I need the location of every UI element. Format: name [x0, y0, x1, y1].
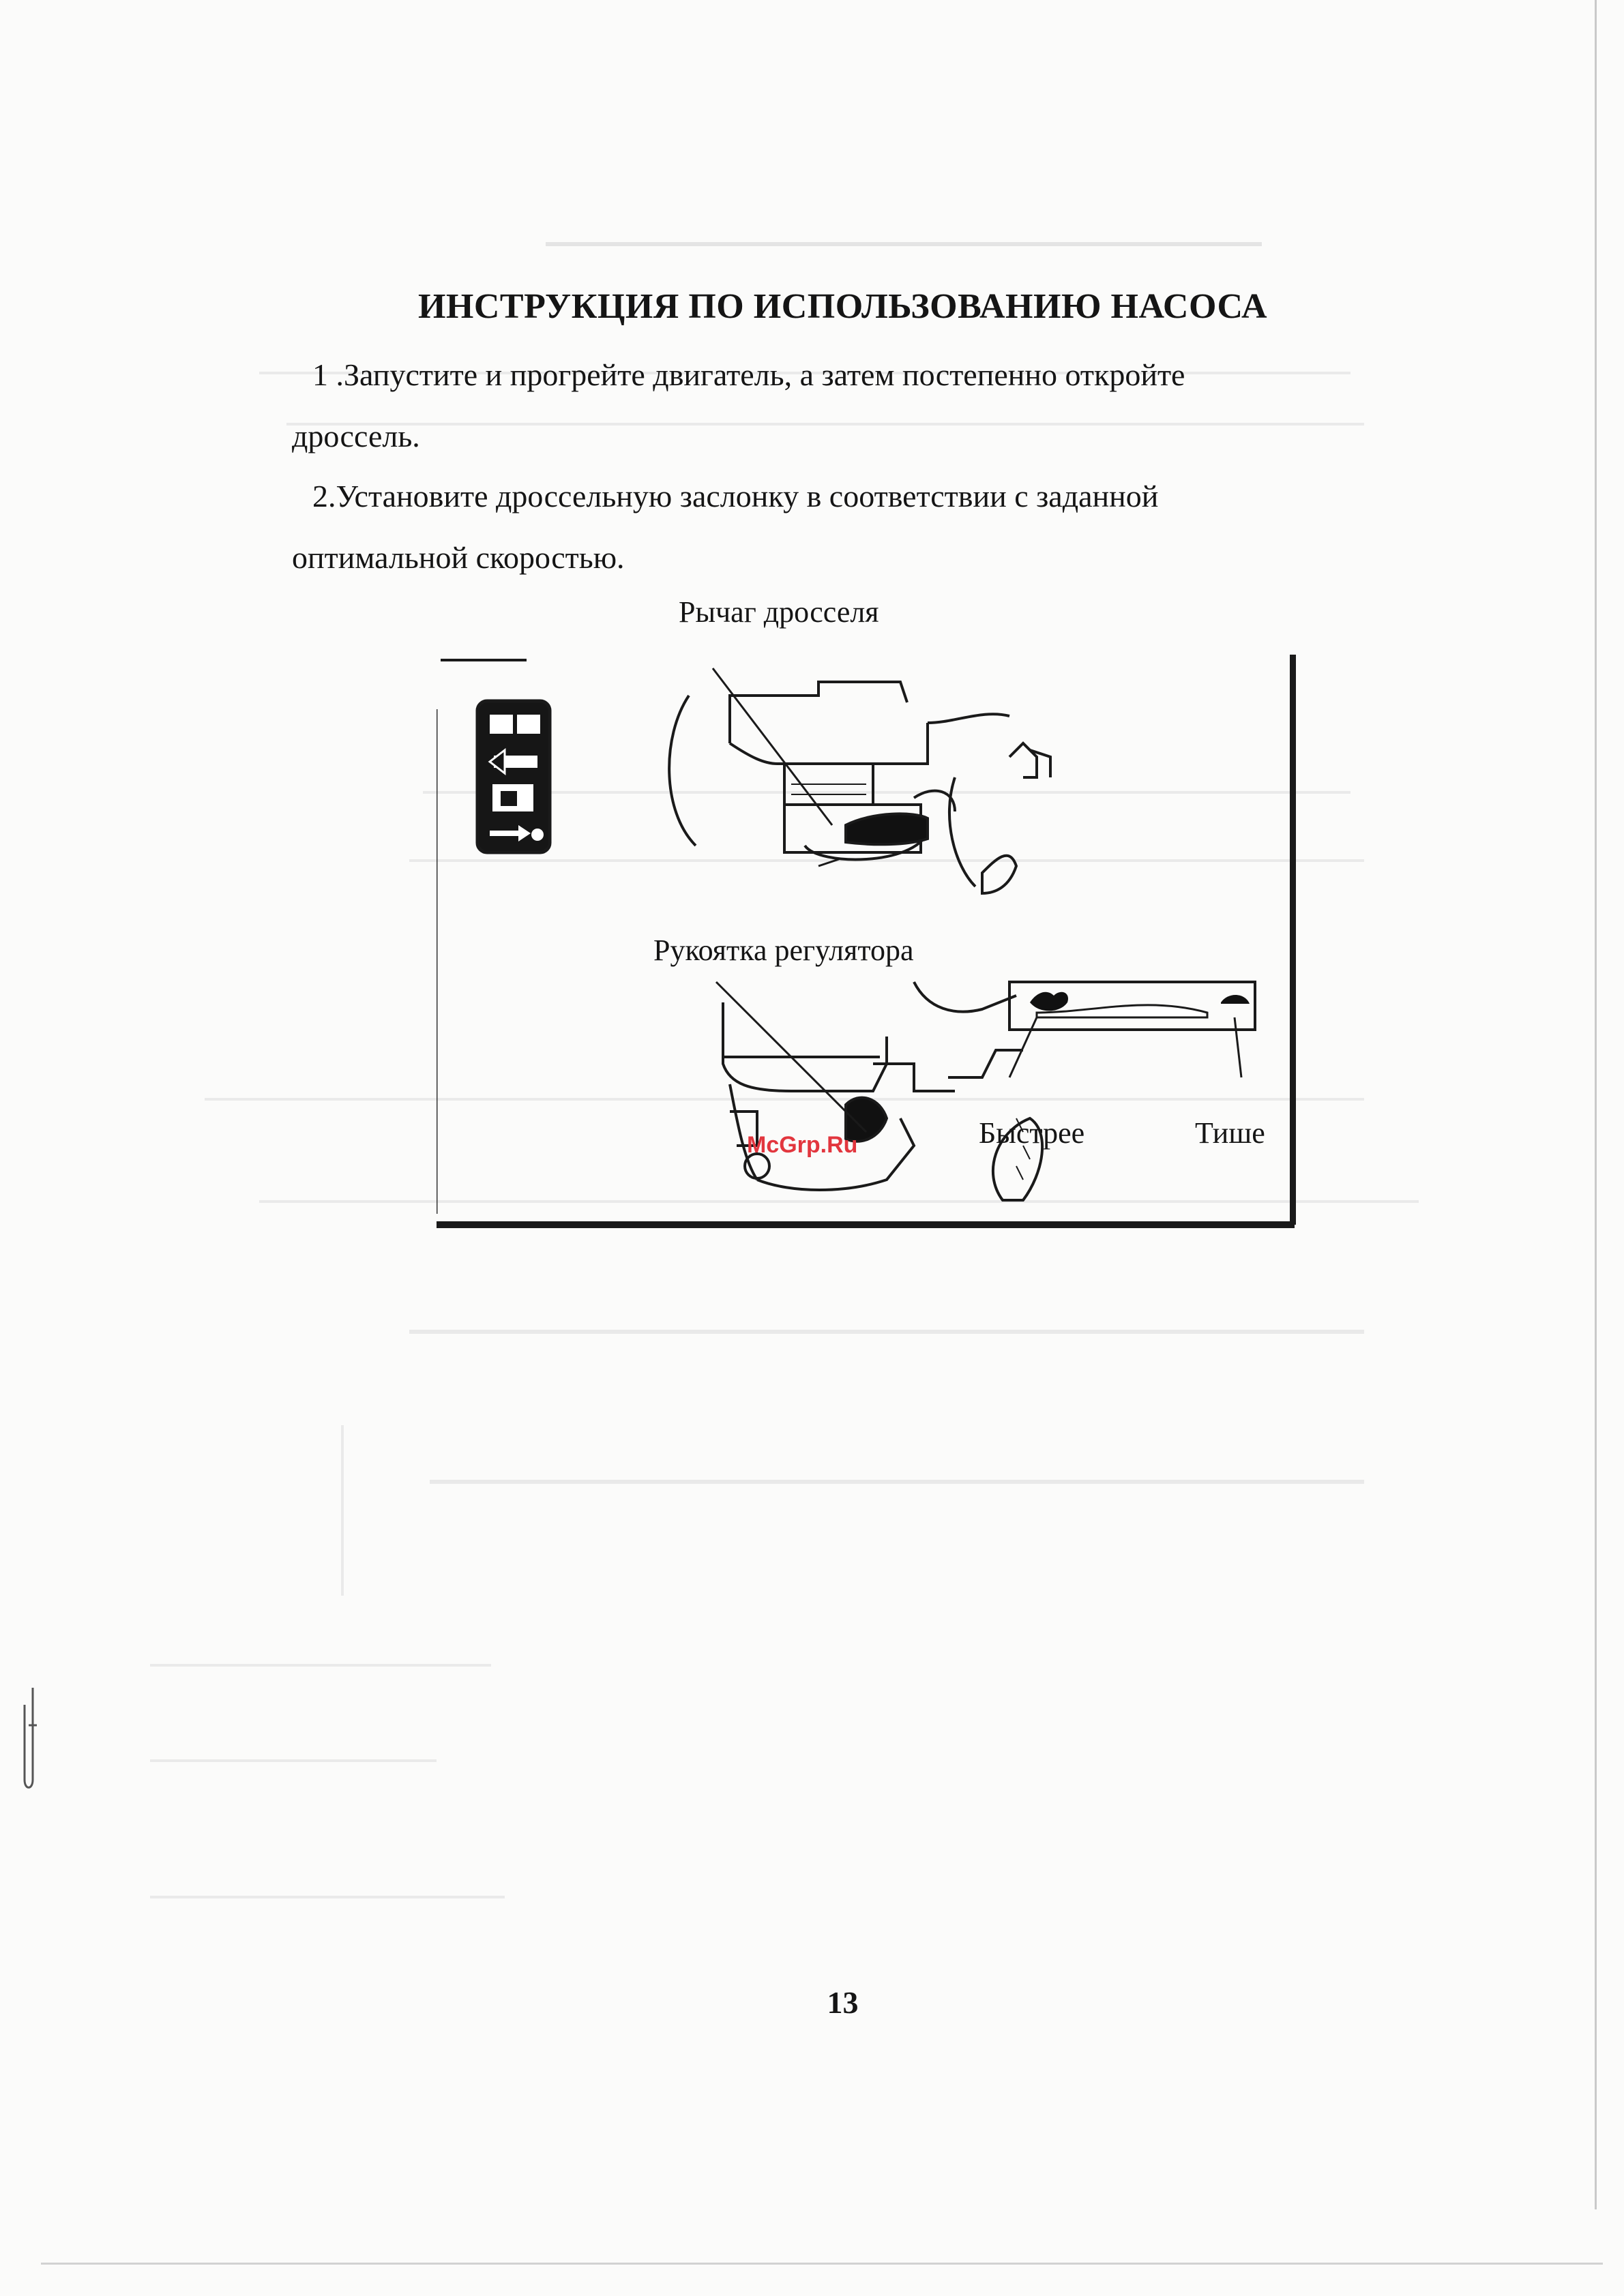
step-1-line-1: 1 .Запустите и прогрейте двигатель, а затем постепенно откройте [312, 357, 1185, 392]
engine-lower-drawing [723, 982, 1042, 1200]
label-throttle-lever: Рычаг дросселя [679, 595, 879, 629]
page-edge [1595, 0, 1597, 2209]
step-1-line-2: дроссель. [292, 419, 420, 453]
control-panel-icon [477, 701, 550, 852]
staple-clip-icon [19, 1684, 42, 1793]
label-regulator-handle: Рукоятка регулятора [653, 934, 914, 967]
watermark: McGrp.Ru [747, 1132, 858, 1158]
label-faster: Быстрее [979, 1116, 1085, 1150]
step-2-line-1: 2.Установите дроссельную заслонку в соответствии с заданной [312, 479, 1159, 513]
step-2-line-2: оптимальной скоростью. [292, 540, 625, 575]
page-bottom-edge [41, 2263, 1603, 2265]
engine-upper-drawing [669, 682, 1050, 893]
page-title: ИНСТРУКЦИЯ ПО ИСПОЛЬЗОВАНИЮ НАСОСА [417, 287, 1268, 326]
speed-plate-icon [1009, 982, 1255, 1077]
page-number: 13 [827, 1985, 859, 2020]
label-slower: Тише [1195, 1116, 1265, 1150]
